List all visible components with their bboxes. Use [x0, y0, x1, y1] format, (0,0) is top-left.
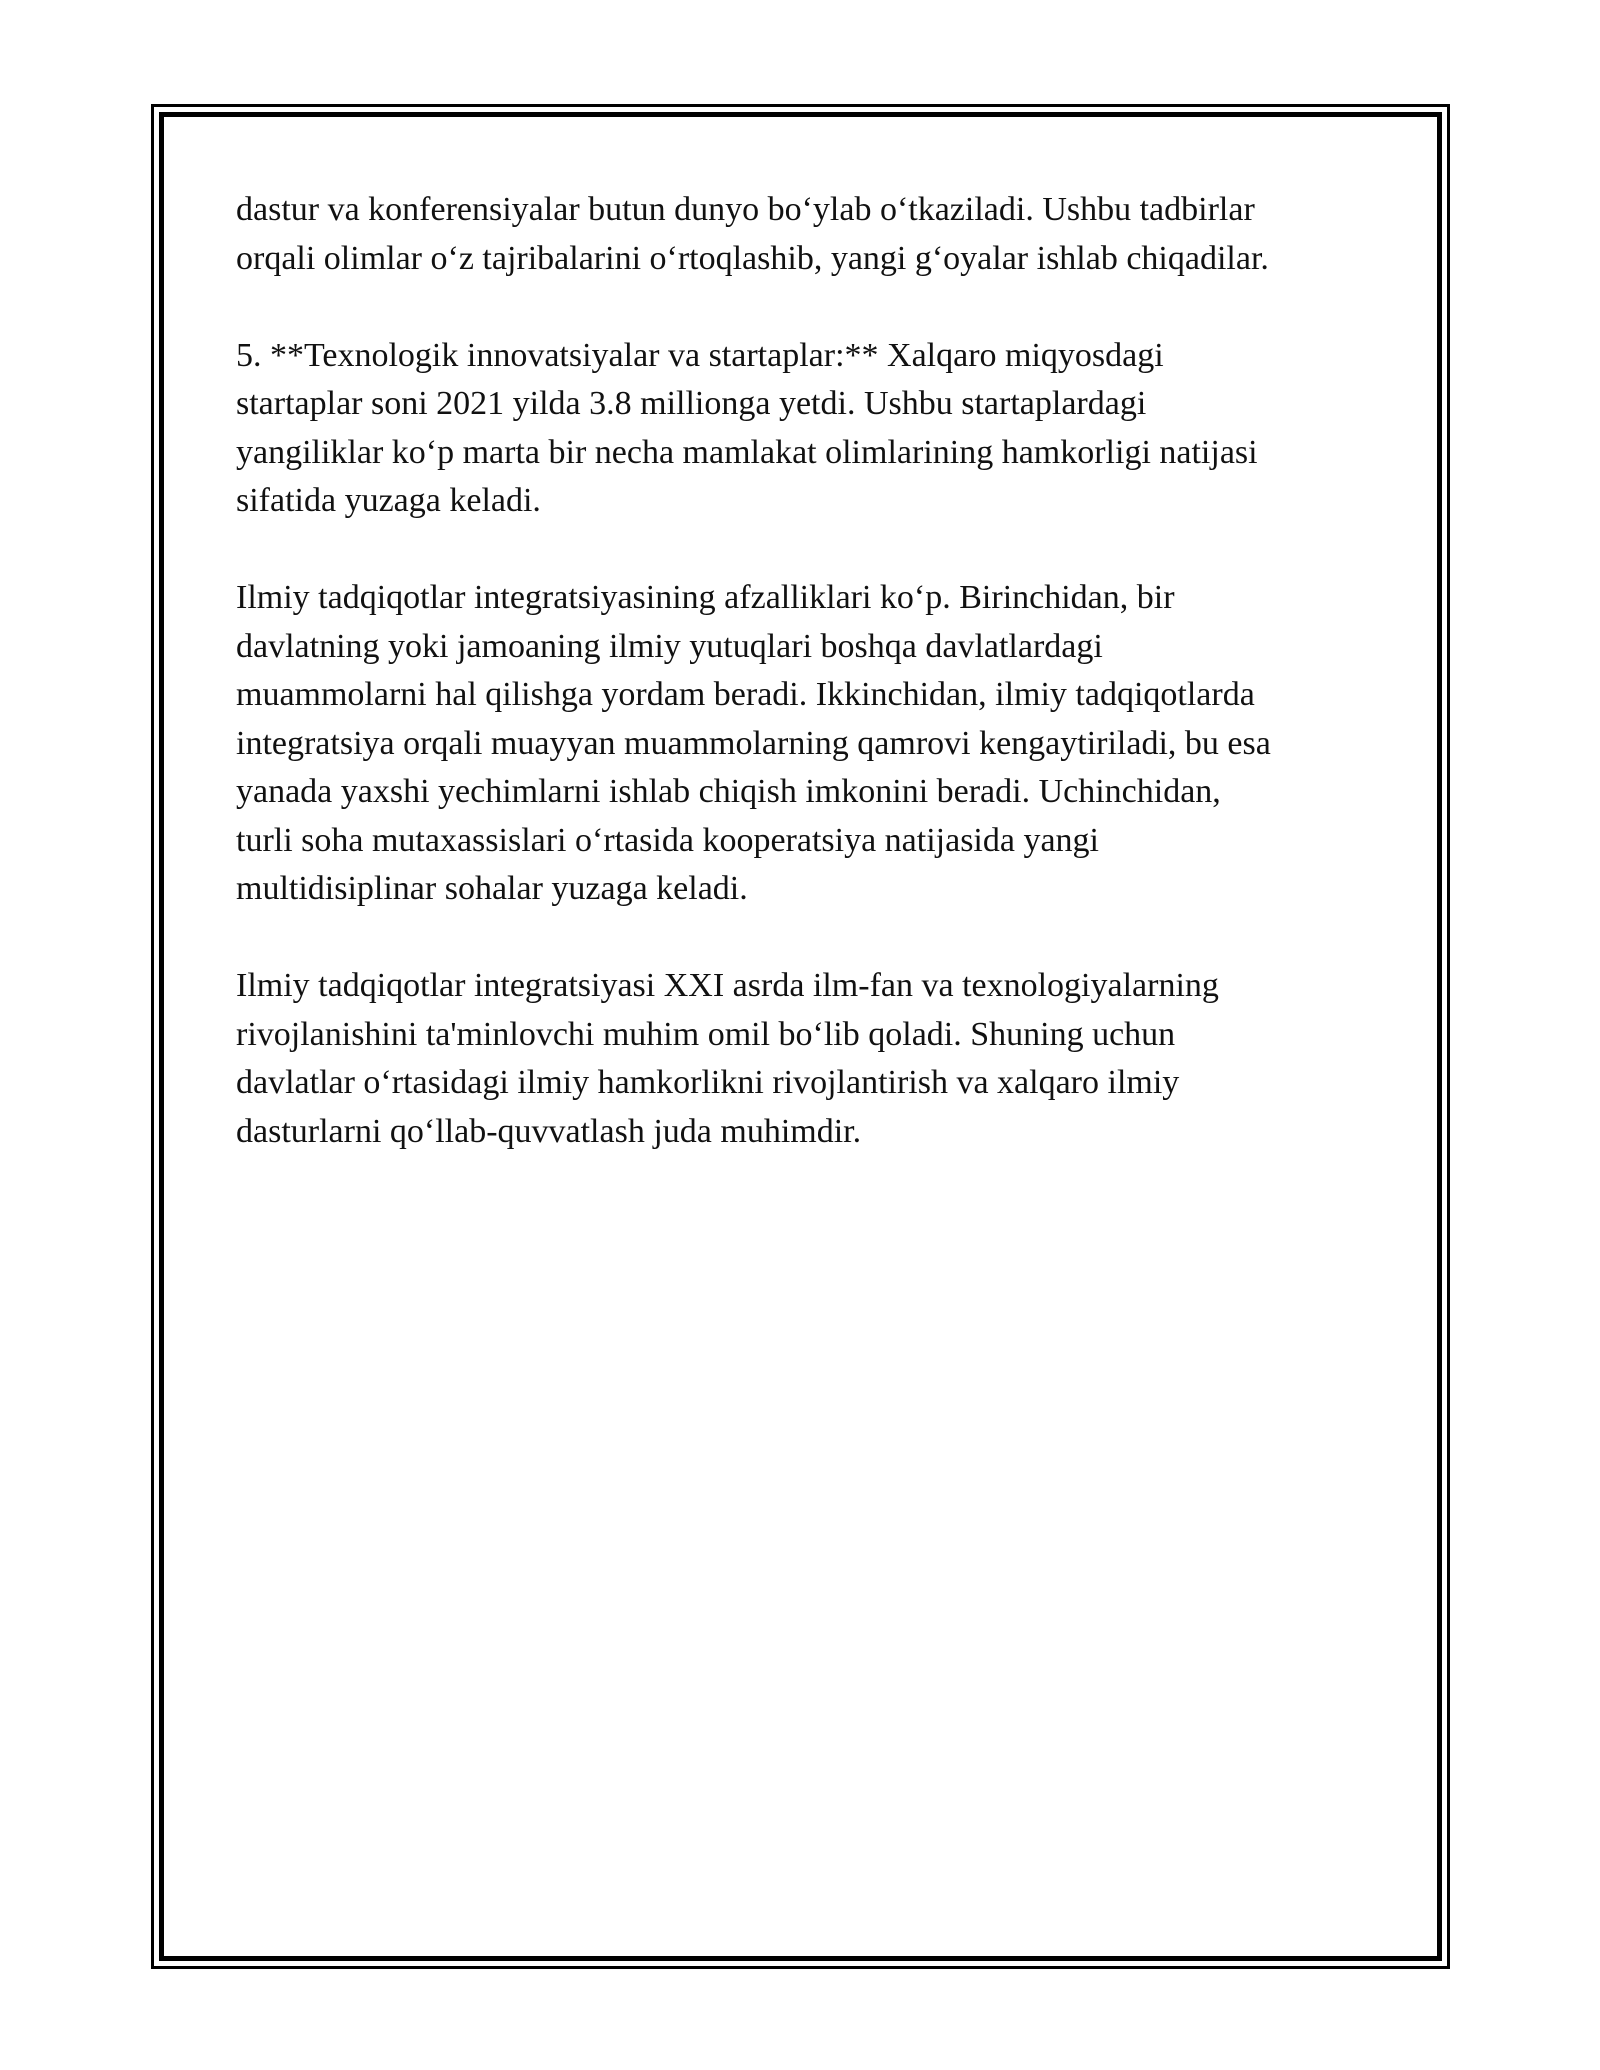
- text-line: yangiliklar ko‘p marta bir necha mamlakat olimlarining hamkorligi natijasi: [236, 433, 1258, 471]
- text-line: davlatning yoki jamoaning ilmiy yutuqlari boshqa davlatlardagi: [236, 627, 1103, 665]
- text-line: Ilmiy tadqiqotlar integratsiyasi XXI asrda ilm-fan va texnologiyalarning: [236, 967, 1219, 1004]
- text-line: dasturlarni qo‘llab-quvvatlash juda muhimdir.: [236, 1112, 862, 1150]
- text-line: rivojlanishini ta'minlovchi muhim omil bo‘lib qoladi. Shuning uchun: [236, 1015, 1176, 1053]
- text-line: davlatlar o‘rtasidagi ilmiy hamkorlikni rivojlantirish va xalqaro ilmiy: [236, 1064, 1180, 1101]
- text-line: Ilmiy tadqiqotlar integratsiyasining afzalliklari ko‘p. Birinchidan, bir: [236, 579, 1175, 616]
- text-line: orqali olimlar o‘z tajribalarini o‘rtoqlashib, yangi g‘oyalar ishlab chiqadilar.: [236, 239, 1269, 277]
- text-line: turli soha mutaxassislari o‘rtasida kooperatsiya natijasida yangi: [236, 821, 1099, 859]
- text-line: sifatida yuzaga keladi.: [236, 482, 541, 519]
- text-line: muammolarni hal qilishga yordam beradi. Ikkinchidan, ilmiy tadqiqotlarda: [236, 676, 1255, 713]
- paragraph-conferences: [236, 186, 1376, 283]
- text-line: multidisiplinar sohalar yuzaga keladi.: [236, 870, 748, 907]
- document-body: [236, 186, 1376, 1205]
- paragraph-startups: [236, 332, 1376, 526]
- text-line: integratsiya orqali muayyan muammolarning qamrovi kengaytiriladi, bu esa: [236, 724, 1271, 762]
- text-line: dastur va konferensiyalar butun dunyo bo‘ylab o‘tkaziladi. Ushbu tadbirlar: [236, 191, 1255, 228]
- text-line: 5. **Texnologik innovatsiyalar va startaplar:** Xalqaro miqyosdagi: [236, 336, 1164, 374]
- paragraph-conclusion: [236, 962, 1376, 1156]
- text-line: startaplar soni 2021 yilda 3.8 millionga yetdi. Ushbu startaplardagi: [236, 385, 1147, 422]
- text-line: yanada yaxshi yechimlarni ishlab chiqish imkonini beradi. Uchinchidan,: [236, 773, 1221, 810]
- paragraph-advantages: [236, 574, 1376, 914]
